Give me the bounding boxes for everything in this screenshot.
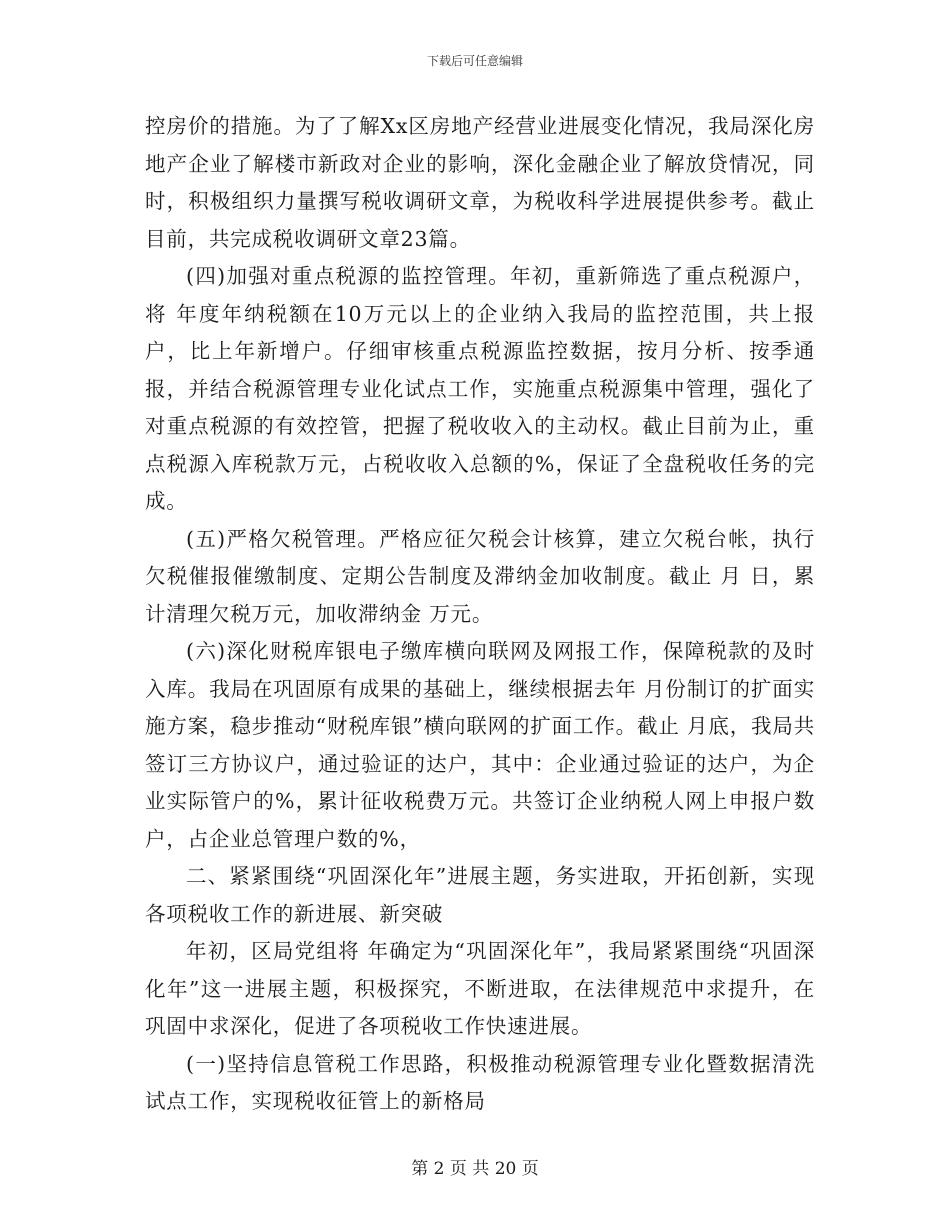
page-header: 下载后可任意编辑: [426, 54, 523, 68]
paragraph-part-2-intro: 年初，区局党组将 年确定为“巩固深化年”，我局紧紧围绕“巩固深化年”这一进展主题，积极探究，不断进取，在法律规范中求提升，在巩固中求深化，促进了各项税收工作快速进展。: [145, 939, 815, 1038]
paragraph-section-6: (六)深化财税库银电子缴库横向联网及网报工作，保障税款的及时入库。我局在巩固原有成果的基础上，继续根据去年 月份制订的扩面实施方案，稳步推动“财税库银”横向联网的扩面工作。截止 月底，我局共签订三方协议户，通过验证的达户，其中：企业通过验证的达户，为企业实际管户的%，累计征收税费万元。共签订企业纳税人网上申报户数户，占企业总管理户数的%，: [145, 639, 815, 851]
paragraph-section-5: (五)严格欠税管理。严格应征欠税会计核算，建立欠税台帐，执行欠税催报催缴制度、定期公告制度及滞纳金加收制度。截止 月 日，累计清理欠税万元，加收滞纳金 万元。: [145, 526, 815, 626]
paragraph-section-4: (四)加强对重点税源的监控管理。年初，重新筛选了重点税源户，将 年度年纳税额在10万元以上的企业纳入我局的监控范围，共上报 户，比上年新增户。仔细审核重点税源监控数据，按月分析、按季通报，并结合税源管理专业化试点工作，实施重点税源集中管理，强化了对重点税源的有效控管，把握了税收收入的主动权。截止目前为止，重点税源入库税款万元，占税收收入总额的%，保证了全盘税收任务的完成。: [145, 264, 815, 513]
page-number-footer: 第 2 页 共 20 页: [411, 1159, 539, 1179]
heading-subsection-1: (一)坚持信息管税工作思路，积极推动税源管理专业化暨数据清洗试点工作，实现税收征管上的新格局: [145, 1051, 815, 1113]
paragraph-continuation: 控房价的措施。为了了解Xx区房地产经营业进展变化情况，我局深化房地产企业了解楼市新政对企业的影响，深化金融企业了解放贷情况，同时，积极组织力量撰写税收调研文章，为税收科学进展提供参考。截止目前，共完成税收调研文章23篇。: [145, 114, 815, 251]
document-body: [145, 108, 815, 1121]
heading-part-2: 二、紧紧围绕“巩固深化年”进展主题，务实进取，开拓创新，实现各项税收工作的新进展、新突破: [145, 864, 815, 926]
